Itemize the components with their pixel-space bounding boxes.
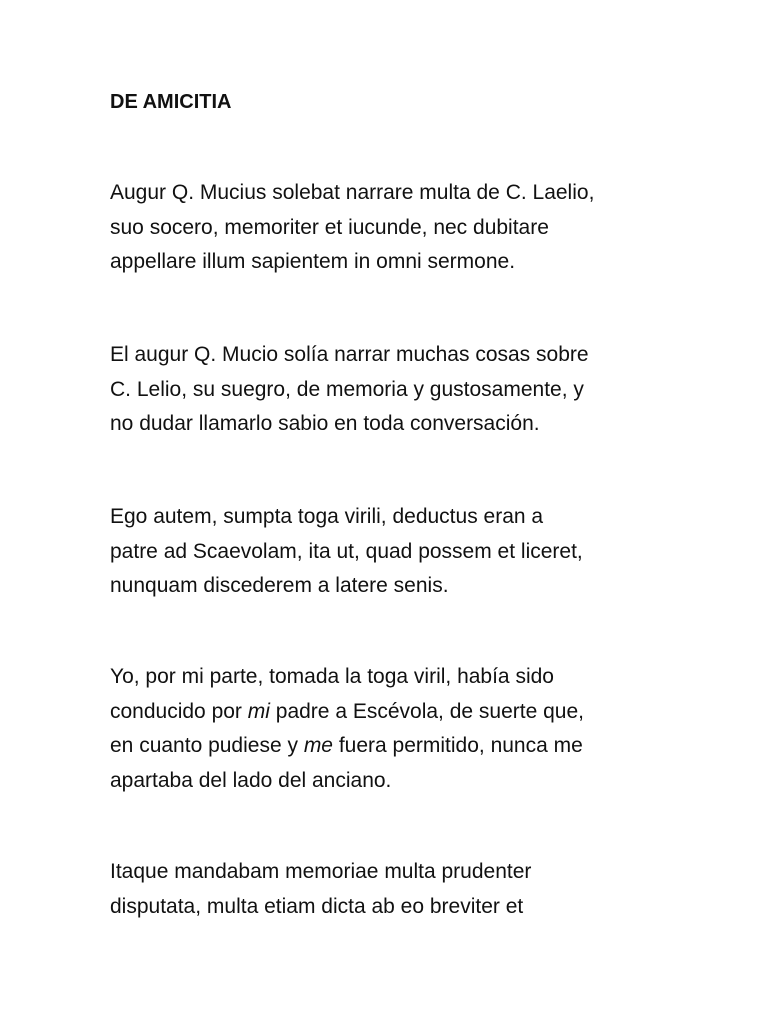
text-line: suo socero, memoriter et iucunde, nec dubitare <box>110 215 549 239</box>
text-line: appellare illum sapientem in omni sermone. <box>110 250 516 273</box>
document-title: DE AMICITIA <box>110 91 232 113</box>
text-run: padre a Escévola, de suerte que, <box>269 699 584 723</box>
text-line: disputata, multa etiam dicta ab eo breviter et <box>110 894 524 918</box>
paragraph-spanish-1 <box>110 338 710 442</box>
text-line: Ego autem, sumpta toga virili, deductus eran a <box>110 505 544 528</box>
text-line: El augur Q. Mucio solía narrar muchas cosas sobre <box>110 343 589 366</box>
text-line: patre ad Scaevolam, ita ut, quad possem et liceret, <box>110 539 583 563</box>
text-line: nunquam discederem a latere senis. <box>110 574 449 597</box>
paragraph-latin-3 <box>110 855 710 924</box>
text-line: apartaba del lado del anciano. <box>110 768 392 792</box>
text-line: Itaque mandabam memoriae multa prudenter <box>110 860 532 883</box>
text-line: no dudar llamarlo sabio en toda conversación. <box>110 412 540 435</box>
text-line: C. Lelio, su suegro, de memoria y gustosamente, y <box>110 377 584 401</box>
paragraph-latin-2 <box>110 500 710 604</box>
text-line: Augur Q. Mucius solebat narrare multa de C. Laelio, <box>110 181 595 204</box>
italic-text: mi <box>247 699 270 723</box>
text-line: Yo, por mi parte, tomada la toga viril, había sido <box>110 665 554 688</box>
italic-text: me <box>303 734 333 757</box>
paragraph-latin-1 <box>110 176 710 280</box>
text-line <box>110 695 710 730</box>
text-run: fuera permitido, nunca me <box>333 734 583 757</box>
text-line <box>110 729 710 764</box>
paragraph-spanish-2 <box>110 660 710 798</box>
text-run: en cuanto pudiese y <box>110 734 304 757</box>
text-run: conducido por <box>110 699 248 723</box>
